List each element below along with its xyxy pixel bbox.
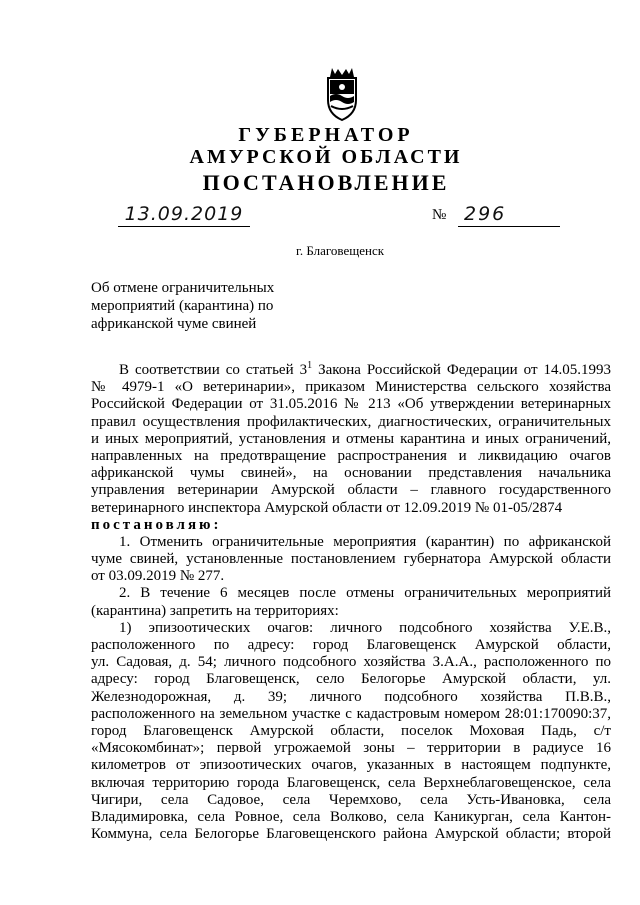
body-line: направленных на предотвращение распространения и ликвидацию очагов: [91, 447, 611, 464]
city-line: г. Благовещенск: [295, 243, 385, 258]
body-line: управления ветеринарии Амурской области – главного государственного: [91, 482, 611, 499]
body-line: 2. В течение 6 месяцев после отмены ограничительных мероприятий: [119, 585, 611, 602]
body-line: Коммуна, села Белогорье Благовещенского района Амурской области; второй: [91, 826, 611, 843]
document-subject: [91, 279, 311, 333]
document-body: [91, 362, 611, 843]
body-line: 1) эпизоотических очагов: личного подсобного хозяйства У.Е.В.,: [119, 619, 611, 636]
body-line: африканской чумы свиней», на основании представления начальника: [91, 465, 611, 482]
subject-line: мероприятий (карантина) по: [91, 298, 274, 314]
document-number: 296: [458, 202, 560, 227]
body-line: чуме свиней, установленные постановлением губернатора Амурской области: [91, 551, 611, 568]
subject-line: африканской чуме свиней: [91, 316, 257, 332]
document-type-title: ПОСТАНОВЛЕНИЕ: [202, 170, 450, 195]
resolve-keyword: постановляю:: [91, 516, 222, 533]
body-line: от 03.09.2019 № 277.: [91, 568, 225, 585]
body-line: № 4979-1 «О ветеринарии», приказом Министерства сельского хозяйства: [91, 379, 611, 396]
body-line: 1. Отменить ограничительные мероприятия (карантин) по африканской: [119, 533, 611, 550]
body-line: правил осуществления профилактических, диагностических, ограничительных: [91, 413, 611, 430]
number-sign: №: [432, 207, 447, 223]
header-region: АМУРСКОЙ ОБЛАСТИ: [189, 146, 463, 168]
body-line: расположенного по адресу: город Благовещенск Амурской области,: [91, 637, 611, 653]
subject-line: Об отмене ограничительных: [91, 280, 275, 296]
body-line: включая территорию города Благовещенск, села Верхнеблаговещенское, села: [91, 774, 611, 791]
body-line: Владимировка, села Ровное, села Волково, села Каникурган, села Кантон-: [91, 808, 611, 825]
body-line: адресу: город Благовещенск, село Белогорье Амурской области, ул.: [91, 671, 611, 688]
body-line: ветеринарного инспектора Амурской области от 12.09.2019 № 01-05/2874: [91, 499, 563, 516]
coat-of-arms-icon: [322, 66, 362, 122]
body-line: расположенного на земельном участке с кадастровым номером 28:01:170090:37,: [91, 705, 611, 722]
body-line: километров от эпизоотических очагов, указанных в настоящем подпункте,: [91, 757, 611, 774]
body-line: «Мясокомбинат»; первой угрожаемой зоны – территории в радиусе 16: [91, 740, 611, 757]
body-line: и иных мероприятий, установления и отмены карантина и иных ограничений,: [91, 430, 611, 447]
body-line: (карантина) запретить на территориях:: [91, 602, 339, 619]
body-line: город Благовещенск Амурской области, поселок Моховая Падь, с/т: [91, 722, 611, 739]
body-line: ул. Садовая, д. 54; личного подсобного хозяйства З.А.А., расположенного по: [91, 654, 611, 671]
body-line: Российской Федерации от 31.05.2016 № 213 «Об утверждении ветеринарных: [91, 396, 611, 413]
body-line: Железнодорожная, д. 39; личного подсобного хозяйства П.В.В.,: [91, 688, 611, 705]
document-date: 13.09.2019: [118, 202, 250, 227]
header-governor: ГУБЕРНАТОР: [238, 124, 414, 146]
body-line: Чигири, села Садовое, села Черемхово, села Усть-Ивановка, села: [91, 791, 611, 808]
body-line: В соответствии со статьей $3^1$ Закона Российской Федерации от 14.05.1993: [119, 360, 611, 378]
